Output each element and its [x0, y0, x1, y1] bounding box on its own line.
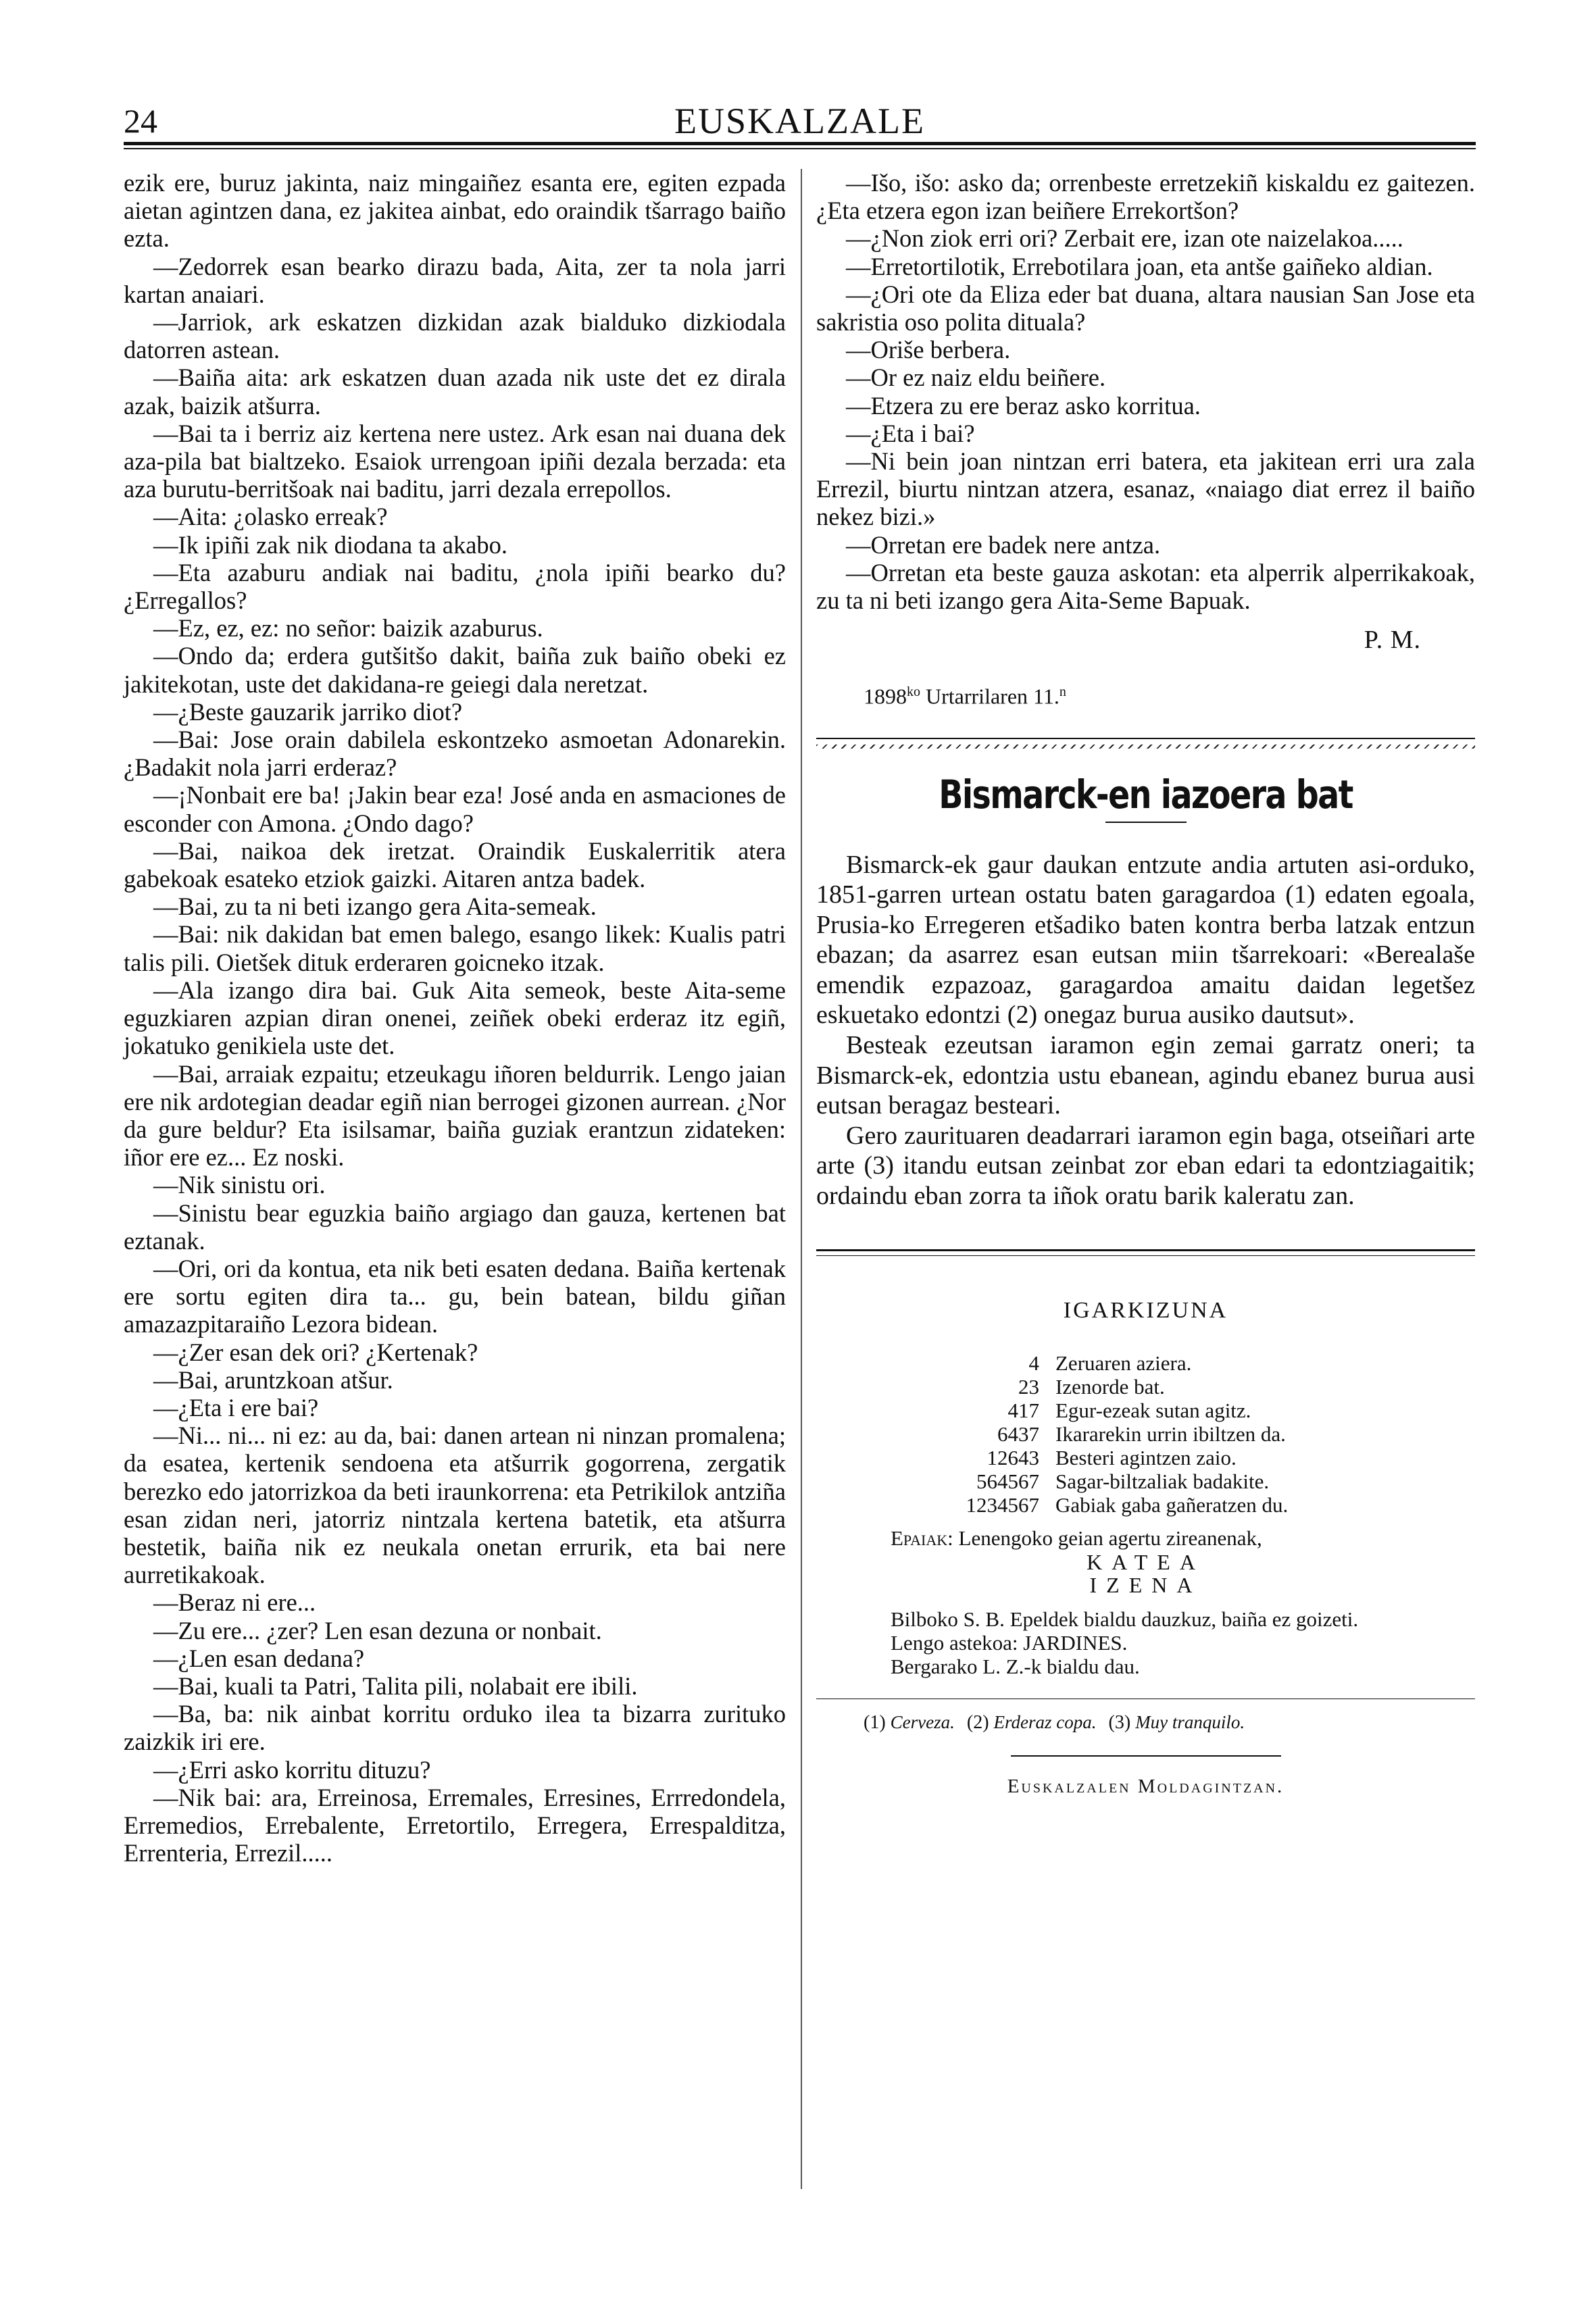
riddle-clue: Gabiak gaba gañeratzen du.: [1055, 1492, 1289, 1517]
article-title: Bismarck-en iazoera bat: [939, 772, 1353, 818]
dialogue-paragraph: —Baiña aita: ark eskatzen duan azada nik uste det ez dirala azak, baizik atšurra.: [124, 363, 786, 420]
riddle-row: [816, 1493, 1475, 1517]
journal-title: EUSKALZALE: [674, 101, 925, 141]
dateline-suffix: ko: [907, 684, 920, 700]
title-rule: [1105, 822, 1187, 823]
dialogue-paragraph: ezik ere, buruz jakinta, naiz mingaiñez esanta ere, egiten ezpada aietan agintzen dana, ez jakitea ainbat, edo oraindik tšarrago baiño ezta.: [124, 169, 786, 253]
riddle-number: 564567: [976, 1469, 1039, 1493]
dialogue-paragraph: —Orretan ere badek nere antza.: [846, 530, 1161, 559]
footnotes: [864, 1710, 1475, 1735]
riddle-row: [816, 1422, 1475, 1446]
page-number: 24: [124, 102, 157, 140]
footnote: [864, 1712, 955, 1733]
answers-intro: [816, 1526, 1475, 1551]
dialogue-paragraph: —Ni bein joan nintzan erri batera, eta jakitean erri ura zala Errezil, biurtu nintzan atzera, esanaz, «naiago diat errez il baiño nekez bizi.»: [816, 447, 1475, 531]
printer-credit: Euskalzalen Moldagintzan.: [1007, 1775, 1285, 1797]
article-paragraph: Gero zaurituaren deadarrari iaramon egin baga, otseiñari arte arte (3) itandu eutsan zeinbat zor eban edari ta edontziagaitik; ordaindu eban zorra ta iñok oratu barik kaleratu zan.: [816, 1121, 1475, 1211]
dialogue-paragraph: —Išo, išo: asko da; orrenbeste erretzekiñ kiskaldu ez gaitezen. ¿Eta etzera egon izan beiñere Errekortšon?: [816, 169, 1475, 225]
dialogue-paragraph: —¿Non ziok erri ori? Zerbait ere, izan ote naizelakoa.....: [846, 224, 1403, 253]
riddle-number: 12643: [987, 1445, 1039, 1469]
winner-line: Bergarako L. Z.-k bialdu dau.: [891, 1654, 1140, 1678]
answers-label: Epaiak:: [891, 1526, 953, 1550]
header-rule: [124, 142, 1476, 145]
dialogue-paragraph: —¡Nonbait ere ba! ¡Jakin bear eza! José anda en asmaciones de esconder con Amona. ¿Ondo dago?: [124, 781, 786, 837]
riddle-number: 417: [1007, 1398, 1039, 1422]
answers-intro-text: Lenengoko geian agertu zireanenak,: [953, 1526, 1262, 1550]
riddle-number: 4: [1028, 1351, 1039, 1375]
riddle-list: [816, 1351, 1475, 1517]
riddle-clue: Besteri agintzen zaio.: [1055, 1445, 1237, 1469]
zigzag-divider: [816, 745, 1475, 749]
dialogue-paragraph: —Ni... ni... ni ez: au da, bai: danen artean ni ninzan promalena; da esatea, kertenik sendoena eta atšurrik gogorrena, zergatik berezko edo jatorrizkoa da beti iraunkorrena: eta Petrikilok antziña esan zidan neri, jatorriz nintzala kertena batetik, eta atšurra bestetik, baiña nik ez neukala onetan errurik, eta bai nere aurretikakoak.: [124, 1422, 786, 1589]
winners-list: [816, 1607, 1475, 1678]
dialogue-paragraph: —Bai, naikoa dek iretzat. Oraindik Euskalerritik atera gabekoak esateko etziok gaizki. Aitaren antza badek.: [124, 836, 786, 893]
riddle-row: [816, 1446, 1475, 1469]
riddle-clue: Ikararekin urrin ibiltzen da.: [1055, 1422, 1286, 1446]
footnote-text: Muy tranquilo.: [1135, 1711, 1245, 1732]
dialogue-paragraph: —Bai, zu ta ni beti izango gera Aita-semeak.: [153, 892, 597, 921]
dialogue-paragraph: —Ondo da; erdera gutšitšo dakit, baiña zuk baiño obeki ez jakitekotan, uste det dakidana-re geiegi dala neretzat.: [124, 642, 786, 698]
left-column: [124, 169, 786, 1867]
dialogue-paragraph: —Bai: Jose orain dabilela eskontzeko asmoetan Adonarekin. ¿Badakit nola jarri erderaz?: [124, 726, 786, 782]
dialogue-paragraph: —Jarriok, ark eskatzen dizkidan azak bialduko dizkiodala datorren astean.: [124, 308, 786, 364]
dialogue-paragraph: —Bai, kuali ta Patri, Talita pili, nolabait ere ibili.: [153, 1671, 638, 1700]
section-divider: [816, 738, 1475, 739]
dialogue-paragraph: —Sinistu bear eguzkia baiño argiago dan gauza, kertenen bat eztanak.: [124, 1199, 786, 1255]
printer-rule: [1011, 1755, 1281, 1757]
dialogue-continuation: [816, 169, 1475, 614]
riddle-clue: Sagar-biltzaliak badakite.: [1055, 1469, 1270, 1493]
dialogue-paragraph: —Orretan eta beste gauza askotan: eta alperrik alperrikakoak, zu ta ni beti izango gera Aita-Seme Bapuak.: [816, 558, 1475, 615]
riddle-clue: Zeruaren aziera.: [1055, 1351, 1192, 1375]
riddle-row: [816, 1375, 1475, 1399]
riddle-row: [816, 1351, 1475, 1375]
riddle-clue: Izenorde bat.: [1055, 1374, 1165, 1399]
article-paragraph: Besteak ezeutsan iaramon egin zemai garratz oneri; ta Bismarck-ek, edontzia ustu ebanean, agindu ebanez burua ausi eutsan beragaz besteari.: [816, 1031, 1475, 1120]
footnote-number: (3): [1108, 1711, 1131, 1733]
article-paragraph: Bismarck-ek gaur daukan entzute andia artuten asi-orduko, 1851-garren urtean ostatu baten garagardoa (1) edaten egoala, Prusia-ko Erregeren etšadiko baten kontra berba latzak entzun ebazan; da asarrez esan eutsan miin tšarrekoari: «Berealaše emendik ezpazoaz, garagardoa amaitu daidan legetšez eskuetako edontzi (2) onegaz burua ausiko dautsut».: [816, 850, 1475, 1030]
dialogue-paragraph: —¿Len esan dedana?: [153, 1644, 365, 1672]
dialogue-paragraph: —Eta azaburu andiak nai baditu, ¿nola ipiñi bearko du? ¿Erregallos?: [124, 558, 786, 615]
dateline: [864, 678, 1475, 711]
answer-word-2: IZENA: [1089, 1572, 1202, 1597]
footnote: [967, 1712, 1097, 1733]
riddle-title: IGARKIZUNA: [1063, 1297, 1228, 1323]
riddle-row: [816, 1399, 1475, 1422]
dialogue-paragraph: —Bai, arraiak ezpaitu; etzeukagu iñoren beldurrik. Lengo jaian ere nik ardotegian deadar egiñ nian berrogei gizonen aurrean. ¿Nor da gure beldur? Eta isilsamar, baiña guziak erantzun zidateken: iñor ere ez... Ez noski.: [124, 1059, 786, 1172]
answer-word-1: KATEA: [1087, 1549, 1205, 1574]
winner-line: Lengo astekoa: JARDINES.: [891, 1630, 1128, 1655]
dateline-rest: Urtarrilaren 11.: [920, 684, 1059, 709]
dateline-year: 1898: [864, 684, 907, 709]
dialogue-paragraph: —¿Eta i ere bai?: [153, 1393, 319, 1422]
dialogue-paragraph: —¿Beste gauzarik jarriko diot?: [153, 697, 463, 726]
footnote: [1109, 1712, 1245, 1733]
dialogue-paragraph: —Ala izango dira bai. Guk Aita semeok, beste Aita-seme eguzkiaren azpian diran onenei, zeiñek obeki erderaz itz egiñ, jokatuko genikiela uste det.: [124, 976, 786, 1060]
dialogue-paragraph: —Zedorrek esan bearko dirazu bada, Aita, zer ta nola jarri kartan anaiari.: [124, 252, 786, 308]
dialogue-paragraph: —Oriše berbera.: [846, 336, 1011, 364]
dialogue-paragraph: —Erretortilotik, Errebotilara joan, eta antše gaiñeko aldian.: [846, 252, 1433, 280]
riddle-number: 1234567: [966, 1492, 1039, 1517]
dialogue-paragraph: —Nik sinistu ori.: [153, 1171, 326, 1199]
dialogue-paragraph: —Etzera zu ere beraz asko korritua.: [846, 391, 1201, 420]
header-rule-thin: [124, 148, 1476, 149]
dialogue-paragraph: —Beraz ni ere...: [153, 1588, 316, 1617]
riddle-divider: [816, 1249, 1475, 1251]
column-divider: [801, 169, 802, 2189]
dialogue-paragraph: —Ba, ba: nik ainbat korritu orduko ilea ta bizarra zurituko zaizkik iri ere.: [124, 1700, 786, 1756]
riddle-row: [816, 1469, 1475, 1493]
dialogue-paragraph: —Bai: nik dakidan bat emen balego, esango likek: Kualis patri talis pili. Oietšek dituk erderaren goicneko itzak.: [124, 920, 786, 976]
winner-line: Bilboko S. B. Epeldek bialdu dauzkuz, baiña ez goizeti.: [891, 1607, 1359, 1631]
riddle-divider-thin: [816, 1255, 1475, 1256]
dialogue-paragraph: —¿Eta i bai?: [846, 419, 975, 447]
riddle-number: 23: [1018, 1374, 1039, 1399]
dialogue-paragraph: —Aita: ¿olasko erreak?: [153, 503, 388, 531]
right-column: [816, 169, 1475, 1801]
riddle-number: 6437: [997, 1422, 1039, 1446]
dialogue-paragraph: —¿Ori ote da Eliza eder bat duana, altara nausian San Jose eta sakristia oso polita dituala?: [816, 280, 1475, 336]
dialogue-paragraph: —Or ez naiz eldu beiñere.: [846, 363, 1106, 392]
dialogue-paragraph: —Nik bai: ara, Erreinosa, Erremales, Erresines, Errredondela, Erremedios, Errebalente, Erretortilo, Erregera, Errespalditza, Errenteria, Errezil.....: [124, 1783, 786, 1867]
article-body: [816, 850, 1475, 1211]
dialogue-paragraph: —Ik ipiñi zak nik diodana ta akabo.: [153, 530, 508, 559]
footnote-number: (2): [966, 1711, 989, 1733]
author-signature: P. M.: [1364, 626, 1421, 655]
page-header: [124, 95, 1476, 149]
riddle-clue: Egur-ezeak sutan agitz.: [1055, 1398, 1251, 1422]
footnote-text: Cerveza.: [890, 1711, 955, 1732]
dialogue-paragraph: —Ori, ori da kontua, eta nik beti esaten dedana. Baiña kertenak ere sortu egiten dira ta... gu, bein batean, bildu giñan amazazpitaraiño Lezora bidean.: [124, 1254, 786, 1338]
dateline-end: n: [1059, 684, 1066, 700]
dialogue-paragraph: —¿Zer esan dek ori? ¿Kertenak?: [153, 1338, 478, 1366]
dialogue-paragraph: —Bai, aruntzkoan atšur.: [153, 1365, 393, 1394]
dialogue-paragraph: —Ez, ez, ez: no señor: baizik azaburus.: [153, 614, 543, 643]
dialogue-paragraph: —¿Erri asko korritu dituzu?: [153, 1755, 431, 1784]
dialogue-paragraph: —Zu ere... ¿zer? Len esan dezuna or nonbait.: [153, 1616, 602, 1644]
footnote-text: Erderaz copa.: [993, 1711, 1097, 1732]
footnote-number: (1): [864, 1711, 886, 1733]
dialogue-paragraph: —Bai ta i berriz aiz kertena nere ustez. Ark esan nai duana dek aza-pila bat bialtzeko. Esaiok urrengoan ipiñi dezala berzada: eta aza burutu-berritšoak nai baditu, jarri dezala errepollos.: [124, 419, 786, 503]
